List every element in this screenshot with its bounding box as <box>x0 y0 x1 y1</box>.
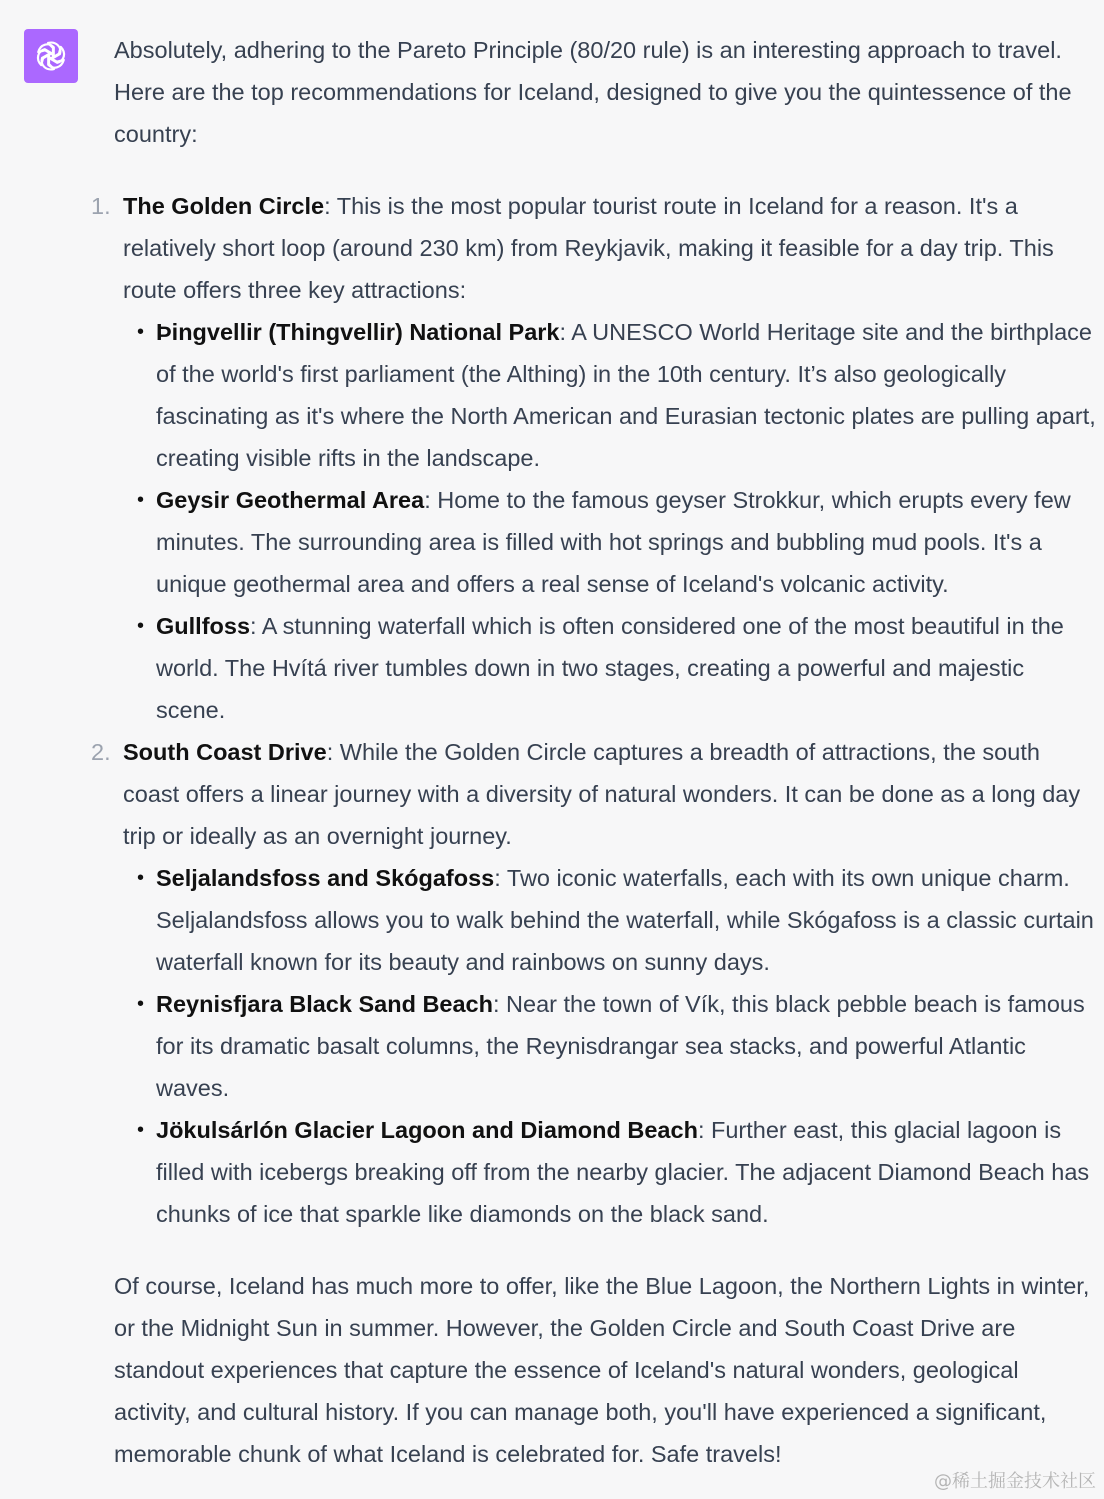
sub-item-title: Þingvellir (Thingvellir) National Park <box>156 319 560 345</box>
sub-item-text: : A UNESCO World Heritage site and the birthplace of the world's first parliament (the Althing) in the 10th century. It’s also geologically fascinating as it's where the North American and Eurasian tectonic plates are pulling apart, creating visible rifts in the landscape. <box>156 319 1096 471</box>
sub-list-item <box>137 479 1096 605</box>
sub-item-text: : Home to the famous geyser Strokkur, which erupts every few minutes. The surrounding area is filled with hot springs and bubbling mud pools. It's a unique geothermal area and offers a real sense of Iceland's volcanic activity. <box>156 487 1071 597</box>
sub-item-title: Gullfoss <box>156 613 251 639</box>
bullet: • <box>137 489 145 511</box>
message-outro: Of course, Iceland has much more to offer, like the Blue Lagoon, the Northern Lights in winter, or the Midnight Sun in summer. However, the Golden Circle and South Coast Drive are standout experiences that capture the essence of Iceland's natural wonders, geological activity, and cultural history. If you can manage both, you'll have experienced a significant, memorable chunk of what Iceland is celebrated for. Safe travels! <box>114 1273 1090 1467</box>
sub-list-item <box>137 605 1096 731</box>
sub-list-item <box>137 1109 1096 1235</box>
sub-item-text: : Two iconic waterfalls, each with its own unique charm. Seljalandsfoss allows you to walk behind the waterfall, while Skógafoss is a classic curtain waterfall known for its beauty and rainbows on sunny days. <box>156 865 1094 975</box>
sub-list-item <box>137 983 1096 1109</box>
sub-item-title: Reynisfjara Black Sand Beach <box>156 991 493 1017</box>
sub-list <box>123 311 1096 731</box>
bullet: • <box>137 615 145 637</box>
item-text: : While the Golden Circle captures a breadth of attractions, the south coast offers a linear journey with a diversity of natural wonders. It can be done as a long day trip or ideally as an overnight journey. <box>123 739 1081 849</box>
list-item <box>91 185 1096 731</box>
sub-list-item <box>137 311 1096 479</box>
openai-logo-icon <box>34 39 68 73</box>
sub-list-item <box>137 857 1096 983</box>
list-item <box>91 731 1096 1235</box>
item-title: South Coast Drive <box>123 739 327 765</box>
bullet: • <box>137 993 145 1015</box>
recommendation-list <box>91 185 1096 1235</box>
item-text: : This is the most popular tourist route in Iceland for a reason. It's a relatively short loop (around 230 km) from Reykjavik, making it feasible for a day trip. This route offers three key attractions: <box>123 193 1054 303</box>
sub-item-text: : Further east, this glacial lagoon is filled with icebergs breaking off from the nearby glacier. The adjacent Diamond Beach has chunks of ice that sparkle like diamonds on the black sand. <box>156 1117 1090 1227</box>
bullet: • <box>137 1119 145 1141</box>
sub-list <box>123 857 1096 1235</box>
watermark: @稀土掘金技术社区 <box>934 1471 1096 1492</box>
sub-item-title: Geysir Geothermal Area <box>156 487 425 513</box>
list-number: 2. <box>91 739 111 765</box>
assistant-avatar <box>24 29 78 83</box>
bullet: • <box>137 867 145 889</box>
item-title: The Golden Circle <box>123 193 325 219</box>
bullet: • <box>137 321 145 343</box>
sub-item-text: : A stunning waterfall which is often considered one of the most beautiful in the world. The Hvítá river tumbles down in two stages, creating a powerful and majestic scene. <box>156 613 1064 723</box>
sub-item-title: Seljalandsfoss and Skógafoss <box>156 865 495 891</box>
list-number: 1. <box>91 193 111 219</box>
sub-item-text: : Near the town of Vík, this black pebble beach is famous for its dramatic basalt columns, the Reynisdrangar sea stacks, and powerful Atlantic waves. <box>156 991 1085 1101</box>
assistant-message <box>91 29 1096 1475</box>
sub-item-title: Jökulsárlón Glacier Lagoon and Diamond Beach <box>156 1117 698 1143</box>
message-intro: Absolutely, adhering to the Pareto Principle (80/20 rule) is an interesting approach to travel. Here are the top recommendations for Iceland, designed to give you the quintessence of the country: <box>114 37 1072 147</box>
